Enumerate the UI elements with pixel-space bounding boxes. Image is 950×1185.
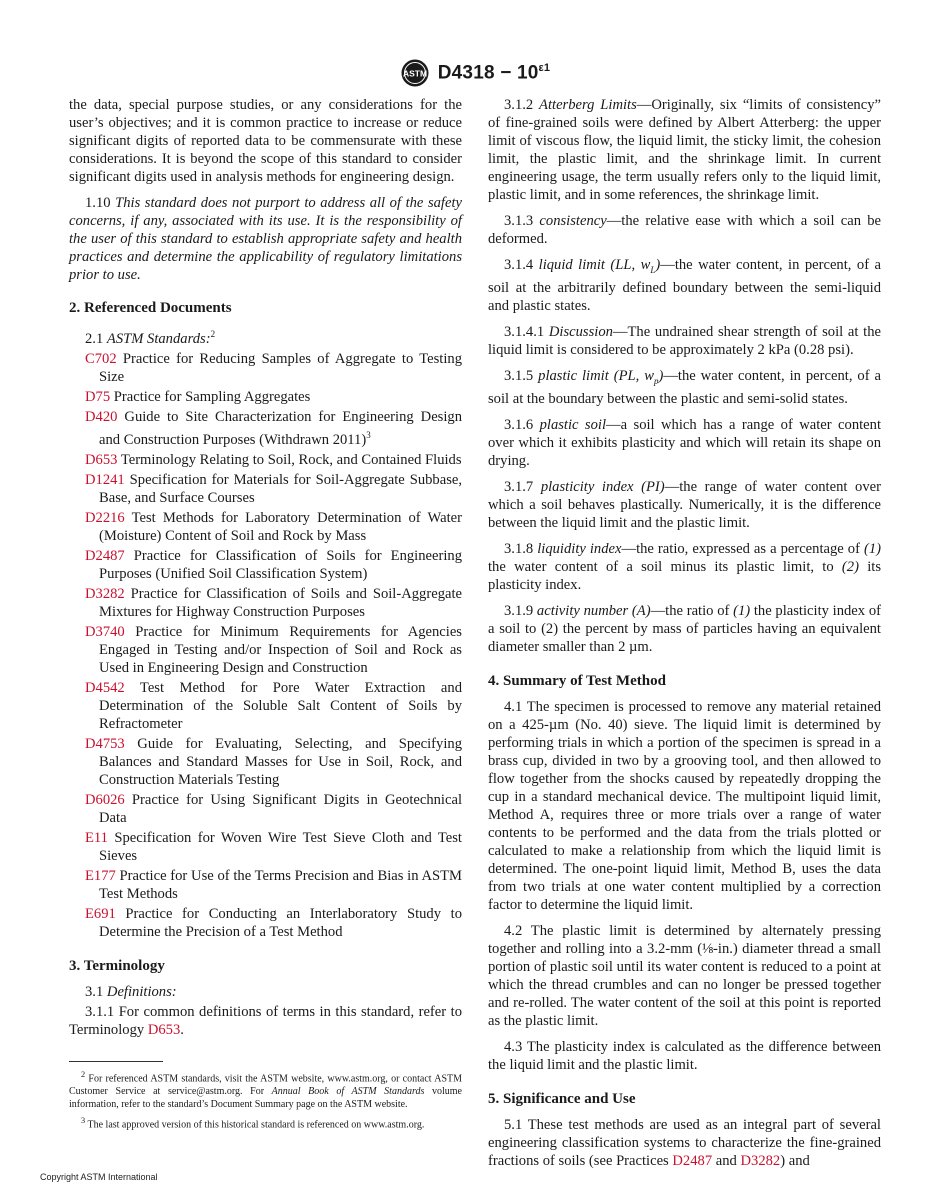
reference-code-link[interactable]: D420 — [85, 408, 118, 425]
section-2-1: 2.1 ASTM Standards:$^2$ — [85, 329, 216, 347]
section-4-3: 4.3 The plasticity index is calculated as the difference between the liquid limit and the plastic limit. — [488, 1038, 881, 1073]
reference-item — [85, 350, 462, 386]
section-5-1: 5.1 These test methods are used as an integral part of several engineering classification systems to characterize the fine-grained fractions of soils (see Practices D2487 and D3282) and — [488, 1116, 881, 1169]
reference-title: Test Methods for Laboratory Determination of Water (Moisture) Content of Soil and Rock by Mass — [99, 509, 462, 544]
reference-code-link[interactable]: D3282 — [85, 585, 125, 602]
section-3-1-2: 3.1.2 Atterberg Limits—Originally, six “limits of consistency” of fine-grained soils were defined by Albert Atterberg: the upper limit of viscous flow, the liquid limit, the sticky limit, the cohesion limit, the plastic limit, and the shrinkage limit. In current engineering usage, the term usually refers only to the liquid limit, plastic limit, and in some references, the shrinkage limit. — [488, 97, 881, 203]
footnote-3: $^3$ The last approved version of this historical standard is referenced on www.astm.org. — [81, 1116, 425, 1131]
right-column — [488, 96, 881, 1178]
reference-item — [85, 829, 462, 865]
reference-code-link[interactable]: E177 — [85, 867, 116, 884]
section-4-heading: 4. Summary of Test Method — [488, 672, 666, 689]
reference-item — [85, 471, 462, 507]
intro-paragraph: the data, special purpose studies, or any considerations for the user’s objectives; and it is common practice to increase or reduce significant digits of reported data to be commensurate with these considerations. It is beyond the scope of this standard to consider significant digits used in analysis methods for engineering design. — [69, 97, 462, 185]
reference-item — [85, 791, 462, 827]
section-3-heading: 3. Terminology — [69, 957, 165, 974]
reference-item — [85, 451, 462, 469]
link-d653[interactable]: D653 — [147, 1021, 181, 1038]
section-3-1-3: 3.1.3 consistency—the relative ease with which a soil can be deformed. — [488, 213, 881, 247]
reference-title: Guide to Site Characterization for Engineering Design and Construction Purposes (Withdrawn 2011) — [99, 408, 462, 448]
section-3-1-5: 3.1.5 plastic limit (PL, $w_p)—the$ water content, in percent, of a soil at the boundary between the plastic and semi-solid states. — [488, 367, 882, 407]
reference-item — [85, 585, 462, 621]
footnote-marker: 3 — [366, 429, 371, 440]
reference-item — [85, 735, 462, 789]
section-3-1-1: 3.1.1 For common definitions of terms in this standard, refer to Terminology D653. — [69, 1003, 462, 1038]
section-3-1-4-1: 3.1.4.1 Discussion—The undrained shear strength of soil at the liquid limit is considered to be approximately 2 kPa (0.28 psi). — [488, 323, 881, 358]
link-d2487[interactable]: D2487 — [672, 1152, 713, 1169]
reference-title: Specification for Woven Wire Test Sieve Cloth and Test Sieves — [99, 829, 462, 864]
reference-item — [85, 408, 462, 449]
reference-title: Specification for Materials for Soil-Aggregate Subbase, Base, and Surface Courses — [99, 471, 462, 506]
left-column — [69, 96, 462, 1134]
reference-title: Practice for Minimum Requirements for Agencies Engaged in Testing and/or Inspection of Soil and Rock as Used in Engineering Design and Construction — [99, 623, 462, 676]
copyright-footer: Copyright ASTM International — [40, 1172, 158, 1182]
section-4-1: 4.1 The specimen is processed to remove any material retained on a 425-µm (No. 40) sieve. The liquid limit is determined by performing trials in which a portion of the specimen is spread in a brass cup, divided in two by a grooving tool, and then allowed to flow together from the shocks caused by repeatedly dropping the cup in a standard mechanical device. The multipoint liquid limit, Method A, requires three or more trials over a range of water contents to be performed and the data from the trials plotted or calculated to make a relationship from which the liquid limit is determined. The one-point liquid limit, Method B, uses the data from two trials at one water content multiplied by a correction factor to determine the liquid limit. — [488, 698, 881, 913]
section-3-1-7: 3.1.7 plasticity index (PI)—the range of water content over which a soil behaves plastically. Numerically, it is the difference between the liquid limit and the plastic limit. — [488, 478, 881, 531]
footnote-2: $^2$ For referenced ASTM standards, visit the ASTM website, www.astm.org, or contact ASTM Customer Service at service@astm.org. For Annual Book of ASTM Standards volume information, refer to the standard’s Document Summary page on the ASTM website. — [69, 1069, 462, 1111]
reference-code-link[interactable]: D1241 — [85, 471, 125, 488]
reference-title: Practice for Using Significant Digits in Geotechnical Data — [99, 791, 462, 826]
reference-code-link[interactable]: D3740 — [85, 623, 125, 640]
reference-code-link[interactable]: D4753 — [85, 735, 125, 752]
reference-title: Terminology Relating to Soil, Rock, and Contained Fluids — [117, 451, 462, 468]
reference-code-link[interactable]: D2216 — [85, 509, 125, 526]
reference-code-link[interactable]: D653 — [85, 451, 118, 468]
page-header — [0, 58, 950, 88]
document-designation: $D4318 - 10^{\varepsilon 1}$ — [437, 61, 551, 84]
reference-code-link[interactable]: E691 — [85, 905, 116, 922]
link-d3282[interactable]: D3282 — [740, 1152, 781, 1169]
reference-code-link[interactable]: E11 — [85, 829, 108, 846]
section-3-1-4: 3.1.4 liquid limit (LL, $w_L)—the$ water content, in percent, of a soil at the arbitrarily defined boundary between the semi-liquid and plastic states. — [488, 257, 881, 314]
section-3-1: 3.1 Definitions: — [85, 983, 177, 1000]
svg-text:ASTM: ASTM — [402, 68, 427, 79]
section-5-heading: 5. Significance and Use — [488, 1090, 636, 1107]
reference-item — [85, 509, 462, 545]
section-1-10: 1.10 This standard does not purport to address all of the safety concerns, if any, associated with its use. It is the responsibility of the user of this standard to establish appropriate safety and health practices and determine the applicability of regulatory limitations prior to use. — [69, 195, 462, 283]
reference-code-link[interactable]: C702 — [85, 350, 117, 367]
reference-code-link[interactable]: D75 — [85, 388, 111, 405]
section-4-2: 4.2 The plastic limit is determined by alternately pressing together and rolling into a 3.2-mm (⅛-in.) diameter thread a small portion of plastic soil until its water content is reduced to a point at which the thread crumbles and can no longer be pressed together and re-rolled. The water content of the soil at this point is reported as the plastic limit. — [488, 922, 881, 1029]
section-3-1-8: 3.1.8 liquidity index—the ratio, expressed as a percentage of (1) the water content of a soil minus its plastic limit, to (2) its plasticity index. — [488, 540, 882, 593]
reference-title: Practice for Classification of Soils and Soil-Aggregate Mixtures for Highway Construction Purposes — [99, 585, 462, 620]
section-3-1-6: 3.1.6 plastic soil—a soil which has a range of water content over which it exhibits plasticity and which will retain its shape on drying. — [488, 416, 881, 469]
reference-title: Practice for Conducting an Interlaboratory Study to Determine the Precision of a Test Method — [99, 905, 462, 940]
reference-code-link[interactable]: D6026 — [85, 791, 125, 808]
section-3-1-9: 3.1.9 activity number (A)—the ratio of (1) the plasticity index of a soil to (2) the percent by mass of particles having an equivalent diameter smaller than 2 µm. — [488, 602, 881, 655]
reference-title: Practice for Use of the Terms Precision and Bias in ASTM Test Methods — [99, 867, 462, 902]
reference-list — [69, 350, 462, 941]
reference-title: Practice for Sampling Aggregates — [110, 388, 311, 405]
astm-logo-icon — [400, 58, 430, 88]
reference-title: Practice for Reducing Samples of Aggregate to Testing Size — [99, 350, 462, 385]
section-2-heading: 2. Referenced Documents — [69, 300, 232, 316]
reference-item — [85, 905, 462, 941]
reference-code-link[interactable]: D2487 — [85, 547, 125, 564]
reference-title: Test Method for Pore Water Extraction and Determination of the Soluble Salt Content of Soils by Refractometer — [99, 679, 462, 732]
reference-item — [85, 867, 462, 903]
footnote-divider — [69, 1061, 163, 1062]
reference-item — [85, 679, 462, 733]
reference-code-link[interactable]: D4542 — [85, 679, 125, 696]
reference-title: Practice for Classification of Soils for Engineering Purposes (Unified Soil Classification System) — [99, 547, 462, 582]
reference-item — [85, 623, 462, 677]
reference-title: Guide for Evaluating, Selecting, and Specifying Balances and Standard Masses for Use in Soil, Rock, and Construction Materials Testing — [99, 735, 462, 788]
reference-item — [85, 388, 462, 406]
reference-item — [85, 547, 462, 583]
